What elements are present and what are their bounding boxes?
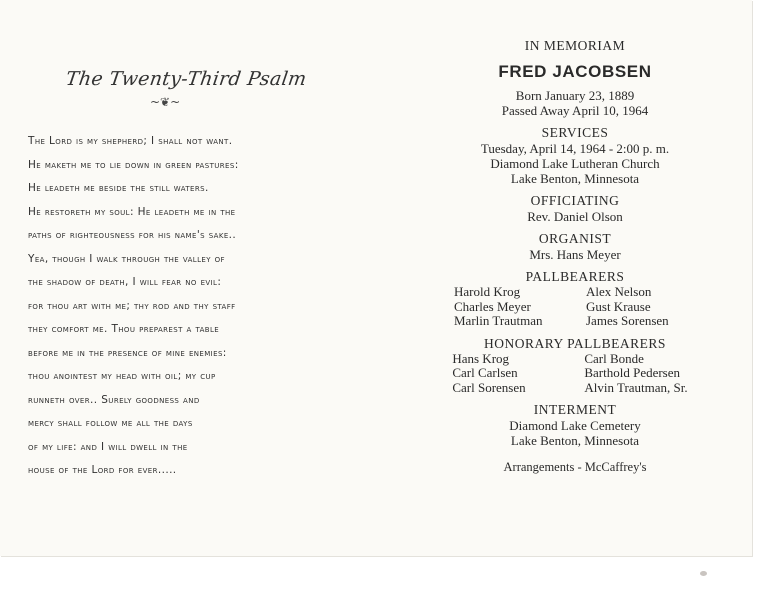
honorary-left-column xyxy=(452,352,552,396)
pallbearer-name: Charles Meyer xyxy=(454,298,531,314)
services-heading: SERVICES xyxy=(541,125,609,140)
pallbearer-name: Harold Krog xyxy=(454,284,521,299)
services-line: Tuesday, April 14, 1964 - 2:00 p. m. xyxy=(480,141,670,156)
officiating-heading: OFFICIATING xyxy=(530,193,620,208)
organist-name: Mrs. Hans Meyer xyxy=(529,247,621,262)
psalm-line: paths of righteousness for his name's sake.. xyxy=(28,229,237,241)
psalm-title: The Twenty-Third Psalm xyxy=(64,68,308,90)
honorary-pallbearer-name: Barthold Pedersen xyxy=(584,365,681,380)
psalm-line: they comfort me. Thou preparest a table xyxy=(28,323,220,335)
psalm-line: He restoreth my soul: He leadeth me in the xyxy=(28,205,236,218)
arrangements-text: Arrangements - McCaffrey's xyxy=(503,460,647,474)
honorary-pallbearer-name: Alvin Trautman, Sr. xyxy=(584,379,688,395)
paper-speck xyxy=(700,571,707,576)
officiant-name: Rev. Daniel Olson xyxy=(527,209,623,224)
flourish-ornament-icon: ~❦~ xyxy=(150,95,181,109)
pallbearers-left-column xyxy=(454,285,554,329)
psalm-line: of my life: and I will dwell in the xyxy=(28,440,188,453)
psalm-line: before me in the presence of mine enemies: xyxy=(28,346,227,359)
interment-heading: INTERMENT xyxy=(533,402,617,417)
passed-date: Passed Away April 10, 1964 xyxy=(501,103,649,118)
psalm-line: the shadow of death, I will fear no evil: xyxy=(28,276,222,288)
honorary-pallbearer-name: Carl Carlsen xyxy=(452,365,518,380)
psalm-line: house of the Lord for ever..... xyxy=(28,464,177,476)
born-date: Born January 23, 1889 xyxy=(515,88,635,103)
pallbearer-name: Marlin Trautman xyxy=(454,313,543,328)
honorary-pallbearers-heading: HONORARY PALLBEARERS xyxy=(484,335,666,351)
psalm-line: He maketh me to lie down in green pastures: xyxy=(28,158,239,171)
interment-line: Diamond Lake Cemetery xyxy=(509,418,641,433)
memoriam-heading: IN MEMORIAM xyxy=(524,38,626,53)
honorary-right-column xyxy=(584,352,687,396)
psalm-line: for thou art with me; thy rod and thy staff xyxy=(28,299,236,312)
pallbearers-heading: PALLBEARERS xyxy=(525,269,625,284)
interment-line: Lake Benton, Minnesota xyxy=(510,433,640,448)
organist-heading: ORGANIST xyxy=(538,231,612,246)
pallbearer-name: Gust Krause xyxy=(586,298,651,314)
pallbearers-list xyxy=(410,285,740,329)
honorary-pallbearer-name: Hans Krog xyxy=(452,350,510,366)
pallbearer-name: Alex Nelson xyxy=(586,284,652,299)
services-line: Diamond Lake Lutheran Church xyxy=(490,156,660,171)
pallbearers-right-column xyxy=(586,285,686,329)
psalm-line: mercy shall follow me all the days xyxy=(28,417,193,429)
psalm-line: Yea, though I walk through the valley of xyxy=(28,252,225,265)
services-line: Lake Benton, Minnesota xyxy=(510,171,640,186)
pallbearer-name: James Sorensen xyxy=(586,313,669,328)
honorary-pallbearer-name: Carl Sorensen xyxy=(452,379,526,395)
psalm-line: thou anointest my head with oil; my cup xyxy=(28,370,216,382)
deceased-name: FRED JACOBSEN xyxy=(498,62,652,81)
honorary-pallbearer-name: Carl Bonde xyxy=(584,350,644,366)
psalm-line: He leadeth me beside the still waters. xyxy=(28,182,209,194)
psalm-line: runneth over.. Surely goodness and xyxy=(28,393,200,406)
psalm-line: The Lord is my shepherd; I shall not want. xyxy=(28,135,233,147)
psalm-text xyxy=(28,130,328,483)
honorary-pallbearers-list xyxy=(410,352,740,396)
memoriam-panel xyxy=(410,38,740,475)
